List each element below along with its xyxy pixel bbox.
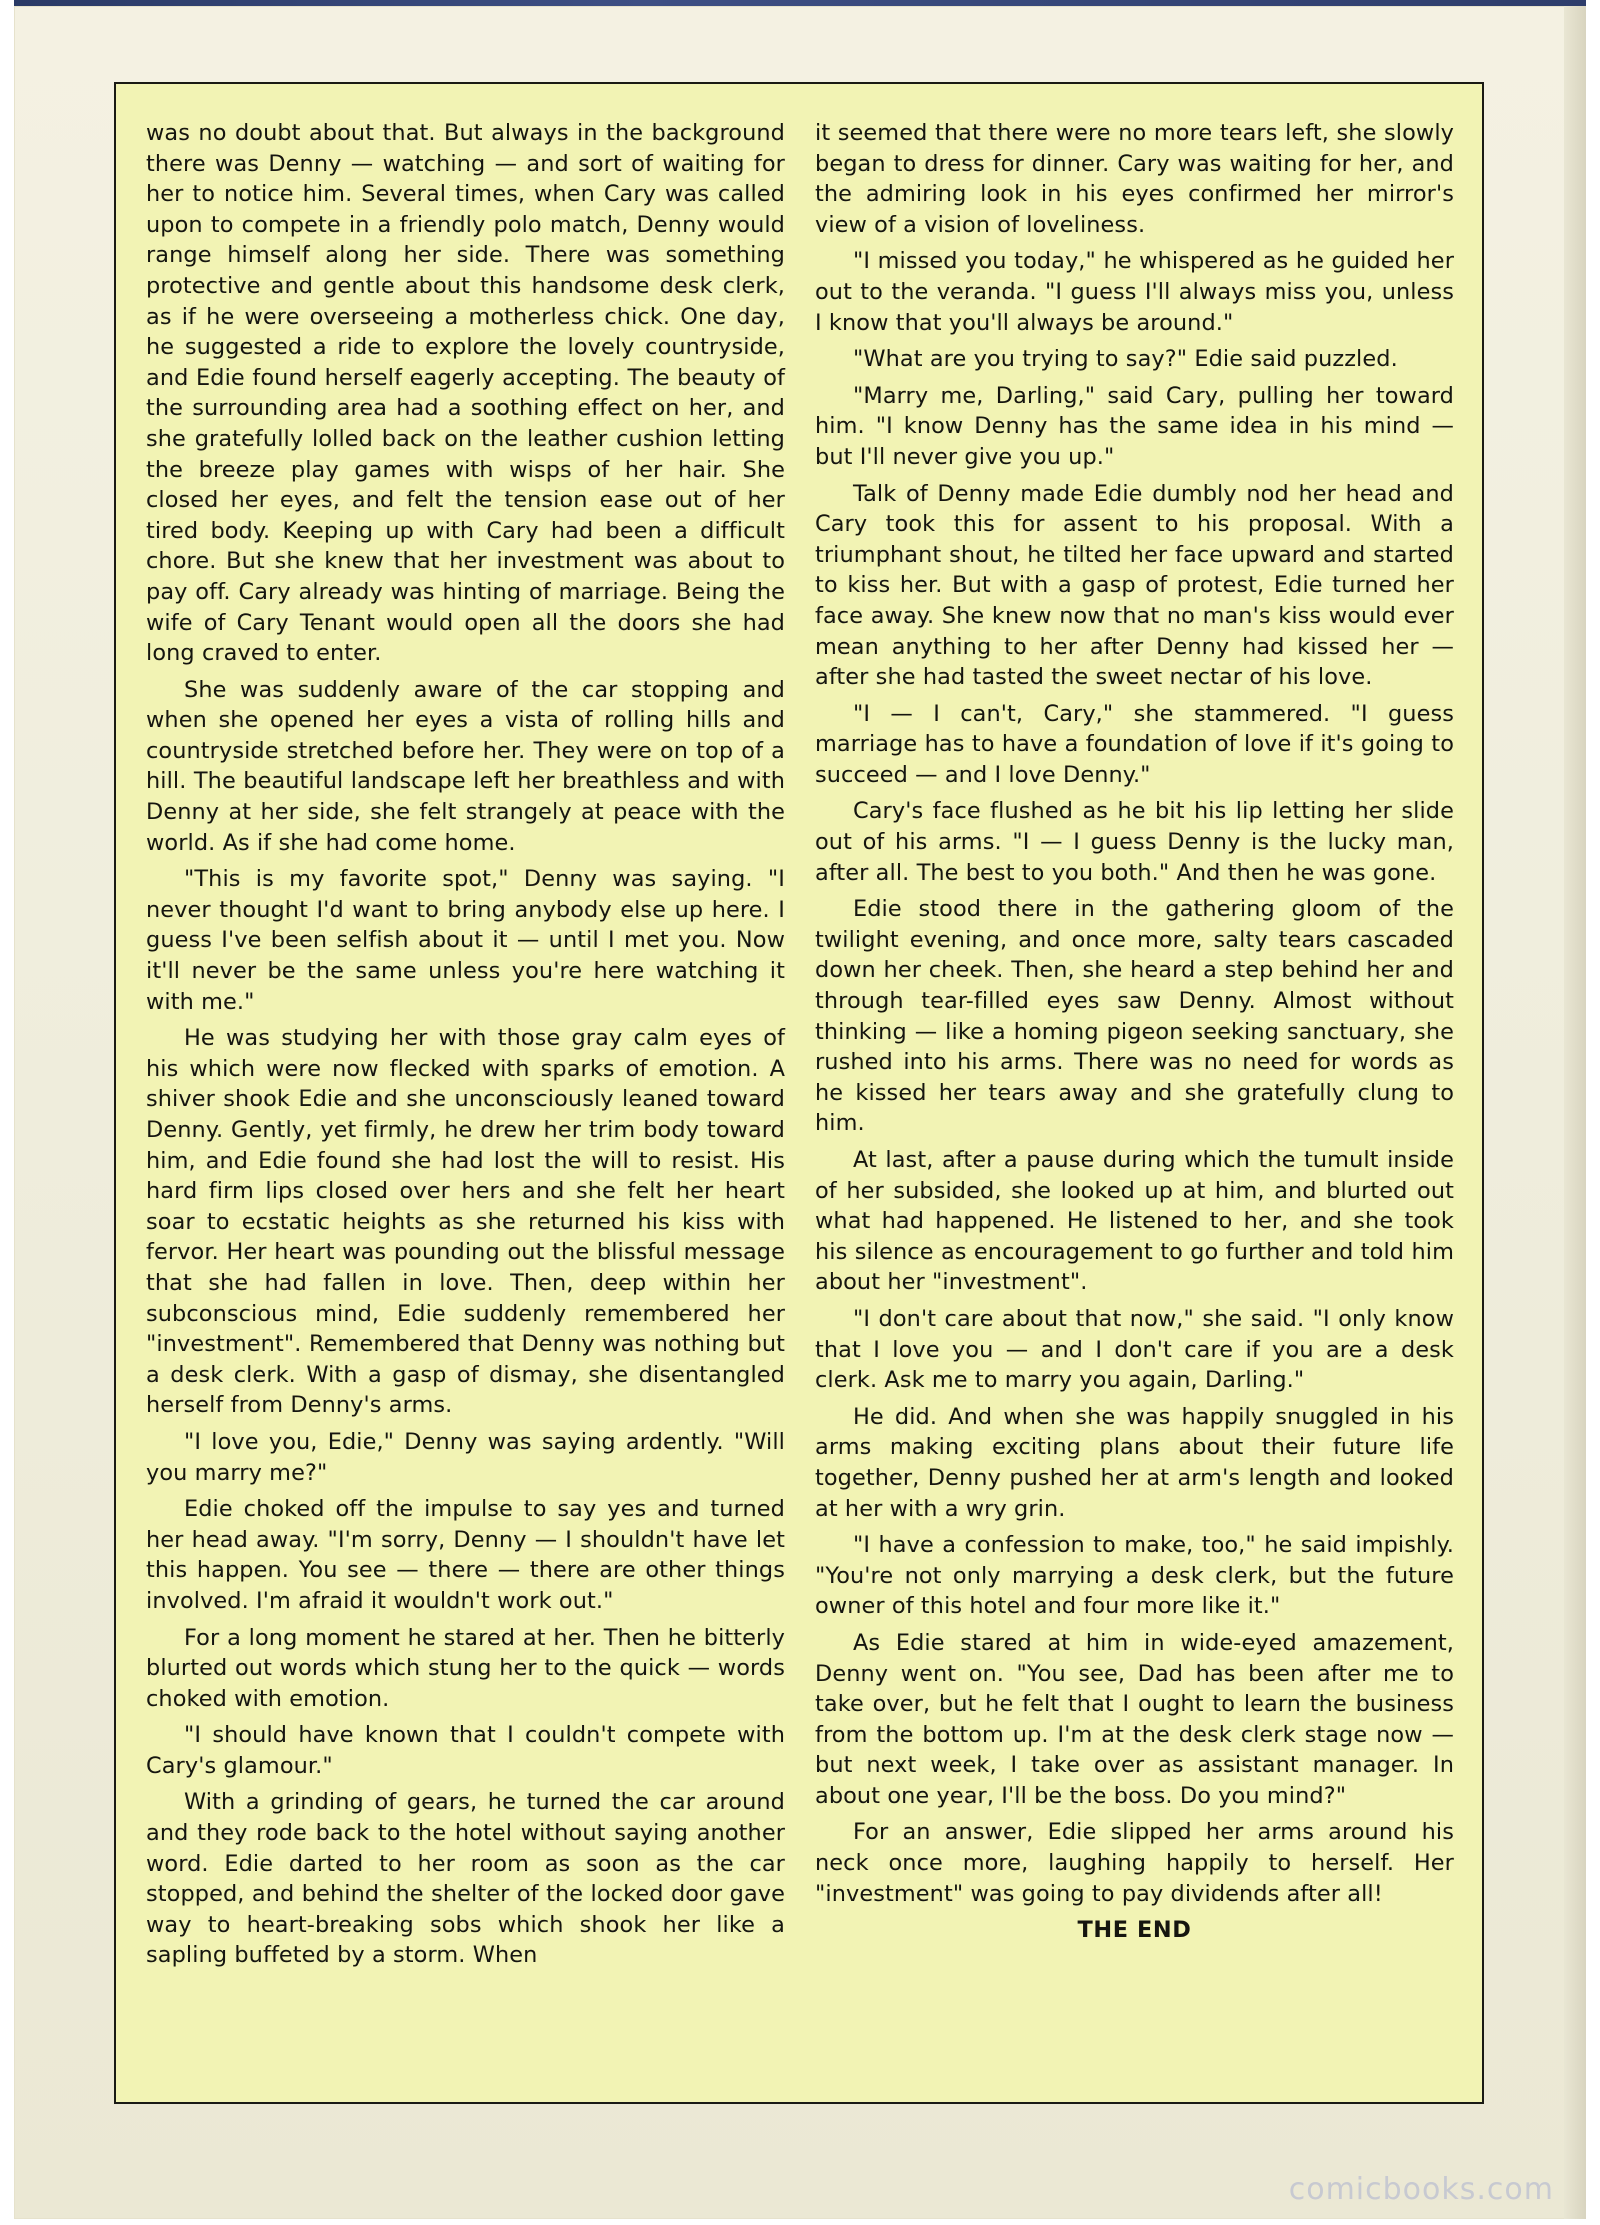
- paragraph: "I have a confession to make, too," he said impishly. "You're not only marrying a desk clerk, but the future owner of this hotel and four more like it.": [815, 1532, 1454, 1620]
- paragraph: "I love you, Edie," Denny was saying ardently. "Will you marry me?": [146, 1428, 785, 1486]
- left-column: [146, 118, 785, 2082]
- page-right-edge: [1564, 6, 1586, 2219]
- paragraph: For an answer, Edie slipped her arms around his neck once more, laughing happily to herself. Her "investment" was going to pay dividends after all!: [815, 1819, 1454, 1907]
- paragraph: "Marry me, Darling," said Cary, pulling her toward him. "I know Denny has the same idea in his mind — but I'll never give you up.": [815, 382, 1454, 470]
- paragraph: As Edie stared at him in wide-eyed amazement, Denny went on. "You see, Dad has been after me to take over, but he felt that I ought to learn the business from the bottom up. I'm at the desk clerk stage now — but next week, I take over as assistant manager. In about one year, I'll be the boss. Do you mind?": [815, 1629, 1454, 1809]
- watermark-text: comicbooks.com: [1288, 2172, 1554, 2207]
- the-end-label: THE END: [1077, 1917, 1192, 1944]
- paragraph: He was studying her with those gray calm eyes of his which were now flecked with sparks of emotion. A shiver shook Edie and she unconsciously leaned toward Denny. Gently, yet firmly, he drew her trim body toward him, and Edie found she had lost the will to resist. His hard firm lips closed over hers and she felt her heart soar to ecstatic heights as she returned his kiss with fervor. Her heart was pounding out the blissful message that she had fallen in love. Then, deep within her subconscious mind, Edie suddenly remembered her "investment". Remembered that Denny was nothing but a desk clerk. With a gasp of dismay, she disentangled herself from Denny's arms.: [146, 1025, 785, 1419]
- paragraph: Talk of Denny made Edie dumbly nod her head and Cary took this for assent to his proposal. With a triumphant shout, he tilted her face upward and started to kiss her. But with a gasp of protest, Edie turned her face away. She knew now that no man's kiss would ever mean anything to her after Denny had kissed her — after she had tasted the sweet nectar of his love.: [815, 480, 1454, 691]
- paragraph: "I should have known that I couldn't compete with Cary's glamour.": [146, 1722, 785, 1779]
- right-column: [815, 118, 1454, 2082]
- paragraph: Edie stood there in the gathering gloom of the twilight evening, and once more, salty tears cascaded down her cheek. Then, she heard a step behind her and through tear-filled eyes saw Denny. Almost without thinking — like a homing pigeon seeking sanctuary, she rushed into his arms. There was no need for words as he kissed her tears away and she gratefully clung to him.: [815, 896, 1454, 1137]
- paragraph: She was suddenly aware of the car stopping and when she opened her eyes a vista of rolling hills and countryside stretched before her. They were on top of a hill. The beautiful landscape left her breathless and with Denny at her side, she felt strangely at peace with the world. As if she had come home.: [146, 676, 785, 856]
- paragraph: "This is my favorite spot," Denny was saying. "I never thought I'd want to bring anybody else up here. I guess I've been selfish about it — until I met you. Now it'll never be the same unless you're here watching it with me.": [146, 866, 785, 1015]
- paragraph: For a long moment he stared at her. Then he bitterly blurted out words which stung her to the quick — words choked with emotion.: [146, 1624, 785, 1712]
- paragraph: He did. And when she was happily snuggled in his arms making exciting plans about their future life together, Denny pushed her at arm's length and looked at her with a wry grin.: [815, 1403, 1454, 1522]
- paragraph: it seemed that there were no more tears left, she slowly began to dress for dinner. Cary was waiting for her, and the admiring look in his eyes confirmed her mirror's view of a vision of loveliness.: [815, 120, 1454, 238]
- paragraph: With a grinding of gears, he turned the car around and they rode back to the hotel without saying another word. Edie darted to her room as soon as the car stopped, and behind the shelter of the locked door gave way to heart-breaking sobs which shook her like a sapling buffeted by a storm. When: [146, 1789, 785, 1969]
- story-text-panel: [114, 82, 1484, 2104]
- paragraph: "What are you trying to say?" Edie said puzzled.: [853, 346, 1398, 373]
- paragraph: At last, after a pause during which the tumult inside of her subsided, she looked up at him, and blurted out what had happened. He listened to her, and she took his silence as encouragement to go further and told him about her "investment".: [815, 1147, 1454, 1296]
- paragraph: "I don't care about that now," she said. "I only know that I love you — and I don't care if you are a desk clerk. Ask me to marry you again, Darling.": [815, 1305, 1454, 1394]
- paragraph: was no doubt about that. But always in the background there was Denny — watching — and sort of waiting for her to notice him. Several times, when Cary was called upon to compete in a friendly polo match, Denny would range himself along her side. There was something protective and gentle about this handsome desk clerk, as if he were overseeing a motherless chick. One day, he suggested a ride to explore the lovely countryside, and Edie found herself eagerly accepting. The beauty of the surrounding area had a soothing effect on her, and she gratefully lolled back on the leather cushion letting the breeze play games with wisps of her hair. She closed her eyes, and felt the tension ease out of her tired body. Keeping up with Cary had been a difficult chore. But she knew that her investment was about to pay off. Cary already was hinting of marriage. Being the wife of Cary Tenant would open all the doors she had long craved to enter.: [146, 120, 785, 667]
- paragraph: Cary's face flushed as he bit his lip letting her slide out of his arms. "I — I guess Denny is the lucky man, after all. The best to you both." And then he was gone.: [815, 798, 1454, 886]
- paragraph: "I — I can't, Cary," she stammered. "I guess marriage has to have a foundation of love if it's going to succeed — and I love Denny.": [815, 700, 1454, 788]
- paragraph: "I missed you today," he whispered as he guided her out to the veranda. "I guess I'll always miss you, unless I know that you'll always be around.": [815, 248, 1454, 336]
- paragraph: Edie choked off the impulse to say yes and turned her head away. "I'm sorry, Denny — I shouldn't have let this happen. You see — there — there are other things involved. I'm afraid it wouldn't work out.": [146, 1496, 785, 1614]
